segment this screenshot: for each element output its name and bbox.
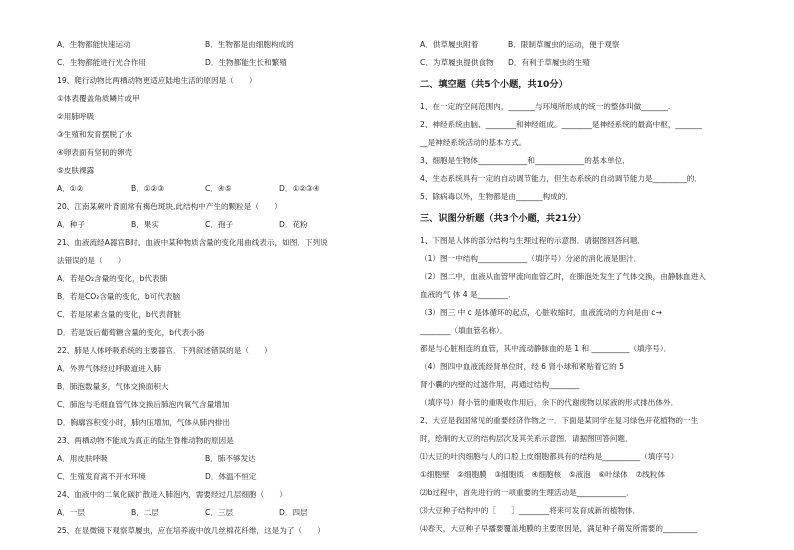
q23-option-c: C．生殖发育离不开水环境 <box>57 472 146 481</box>
q18-options-row2 <box>57 54 387 72</box>
q21-stem-line1: 21、血液流经A器官B时，血液中某种物质含量的变化用曲线表示，如图．下列说 <box>57 238 328 247</box>
q25-options-row1 <box>420 36 765 54</box>
q21-stem-line2: 法错误的是（ ） <box>57 256 126 265</box>
q19-option-a: A．①② <box>57 184 84 193</box>
fill-in-q1: 1、在一定的空间范围内，_______与环境所形成的统一的整体叫做_______. <box>420 102 671 111</box>
q23-option-b: B．肺不够发达 <box>205 454 256 463</box>
q23-options-row2 <box>57 468 387 486</box>
q23-option-d: D．体温不恒定 <box>205 472 257 481</box>
diagram-line-11: 2、大豆是我国常见的重要经济作物之一．下面是某同学在复习绿色开花植物的一生 <box>420 416 699 425</box>
q18-option-a: A．生物都能快速运动 <box>57 40 131 49</box>
left-column <box>57 36 387 540</box>
q24-option-c: C．三层 <box>205 508 234 517</box>
q21-option-d: D．若是饭后葡萄糖含量的变化，b代表小肠 <box>57 328 205 337</box>
q24-stem: 24、血液中的二氧化碳扩散进入肺泡内，需要经过几层细胞（ ） <box>57 490 287 499</box>
q21-option-c: C．若是尿素含量的变化，b代表肾脏 <box>57 310 182 319</box>
q25-stem: 25、在显微镜下观察草履虫，应在培养液中放几丝棉花纤维，这是为了（ ） <box>57 526 325 535</box>
diagram-line-9: 肾小囊的内壁的过滤作用，再通过结构________ <box>420 380 580 389</box>
diagram-line-1: 1、下图是人体的部分结构与生理过程的示意图．请据图回答问题． <box>420 236 646 245</box>
q19-options <box>57 180 387 198</box>
q24-options <box>57 504 387 522</box>
q25-option-d: D．有利于草履虫的生殖 <box>508 58 590 67</box>
q25-options-row2 <box>420 54 765 72</box>
right-column <box>420 36 765 538</box>
fill-in-q3: 3、细胞是生物体_____________和_____________的基本单位． <box>420 156 630 165</box>
q19-option-c: C．④⑤ <box>205 184 232 193</box>
diagram-line-3: （2）图二中，血液从血管甲流向血管乙时，在肺泡处发生了气体交换，由静脉血进入 <box>420 272 706 281</box>
q19-item-4: ④卵表面有坚韧的卵壳 <box>57 148 133 157</box>
diagram-line-13: ⑴大豆的叶肉细胞与人的口腔上皮细胞都具有的结构是__________（填序号） <box>420 452 679 461</box>
q21-option-a: A．若是O₂含量的变化，b代表肺 <box>57 274 168 283</box>
q24-option-b: B．二层 <box>131 508 159 517</box>
q25-option-b: B．限制草履虫的运动，便于观察 <box>508 40 620 49</box>
diagram-line-7: 都是与心脏相连的血管，其中流动静脉血的是 1 和 __________（填序号）． <box>420 344 672 353</box>
q20-options <box>57 216 387 234</box>
q20-stem: 20、江南某蕨叶背面常有褐色斑块,此结构中产生的颗粒是（ ） <box>57 202 282 211</box>
section-diagram-title: 三、识图分析题（共3个小题，共21分） <box>420 213 587 224</box>
q23-stem: 23、两栖动物不能成为真正的陆生脊椎动物的原因是 <box>57 436 234 445</box>
q25-option-c: C．为草履虫提供食物 <box>420 58 494 67</box>
diagram-line-2: （1）图一中结构_____________（填序号）分泌的消化液是胆汁． <box>420 254 642 263</box>
q23-options-row1 <box>57 450 387 468</box>
q25-option-a: A．供草履虫附着 <box>420 40 479 49</box>
diagram-line-8: （4）图四中血液流经肾单位时，经 6 肾小球和紧贴着它的 5 <box>420 362 624 371</box>
q19-item-2: ②用肺呼吸 <box>57 112 95 121</box>
q19-item-1: ①体表覆盖角质鳞片或甲 <box>57 94 140 103</box>
q19-item-5: ⑤皮肤裸露 <box>57 166 95 175</box>
q22-stem: 22、肺是人体呼吸系统的主要器官．下列叙述错误的是（ ） <box>57 346 272 355</box>
section-fill-in-title: 二、填空题（共5个小题，共10分） <box>420 79 568 90</box>
q23-option-a: A．用皮肤呼吸 <box>57 454 108 463</box>
diagram-line-12: 时，绘制的大豆的结构层次及其关系示意图．请据图回答问题． <box>420 434 633 443</box>
q19-option-b: B．①②③ <box>131 184 165 193</box>
q22-option-d: D．胸廓容积变小时，肺内压增加，气体从肺内排出 <box>57 418 230 427</box>
q20-option-b: B．果实 <box>131 220 159 229</box>
q20-option-d: D．花粉 <box>279 220 308 229</box>
q18-options-row1 <box>57 36 387 54</box>
fill-in-q2-line2: __是神经系统活动的基本方式。 <box>420 138 527 147</box>
diagram-line-14: ①细胞壁 ②细胞膜 ③细胞质 ④细胞核 ⑤液泡 ⑥叶绿体 ⑦线粒体 <box>420 470 666 479</box>
q19-item-3: ③生殖和发育摆脱了水 <box>57 130 133 139</box>
q20-option-a: A．种子 <box>57 220 85 229</box>
diagram-line-16: ⑶大豆种子结构中的［ ］________将来可发育成新的植物体． <box>420 506 641 515</box>
q24-option-d: D．四层 <box>279 508 308 517</box>
q20-option-c: C．孢子 <box>205 220 234 229</box>
diagram-line-10: （填序号）肾小管的重吸收作用后，余下的代谢废物以尿液的形式排出体外． <box>420 398 679 407</box>
q22-option-b: B．肺泡数量多，气体交换面积大 <box>57 382 169 391</box>
fill-in-q5: 5、除病毒以外，生物都是由_______构成的． <box>420 192 573 201</box>
q19-stem: 19、爬行动物比两栖动物更适应陆地生活的原因是（ ） <box>57 76 257 85</box>
fill-in-q2-line1: 2、神经系统由脑、________和神经组成。________是神经系统的最高中枢，_______ <box>420 120 703 129</box>
diagram-line-15: ⑵b过程中，首先进行的一项重要的生理活动是_____________． <box>420 488 634 497</box>
diagram-line-6: ________（填血管名称）． <box>420 326 508 335</box>
q24-option-a: A．一层 <box>57 508 85 517</box>
diagram-line-4: 血液的气 体 4 是________． <box>420 290 516 299</box>
diagram-line-5: （3）图三 中 c 是体循环的起点，心脏收缩时，血液流动的方向是由 c→ <box>420 308 662 317</box>
q18-option-d: D．生物都能生长和繁殖 <box>205 58 287 67</box>
q22-option-c: C．肺泡与毛细血管气体交换后肺泡内氧气含量增加 <box>57 400 230 409</box>
q18-option-c: C．生物都能进行光合作用 <box>57 58 146 67</box>
diagram-line-17: ⑷春天，大豆种子早播要覆盖地膜的主要原因是，满足种子萌发所需要的_________ <box>420 524 698 533</box>
q22-option-a: A．外界气体经过呼吸道进入肺 <box>57 364 161 373</box>
q19-option-d: D．①②③④ <box>279 184 320 193</box>
q21-option-b: B．若是CO₂含量的变化，b可代表脑 <box>57 292 181 301</box>
fill-in-q4: 4、生态系统具有一定的自动调节能力，但生态系统的自动调节能力是_________的． <box>420 174 702 183</box>
q18-option-b: B．生物都是由细胞构成的 <box>205 40 294 49</box>
